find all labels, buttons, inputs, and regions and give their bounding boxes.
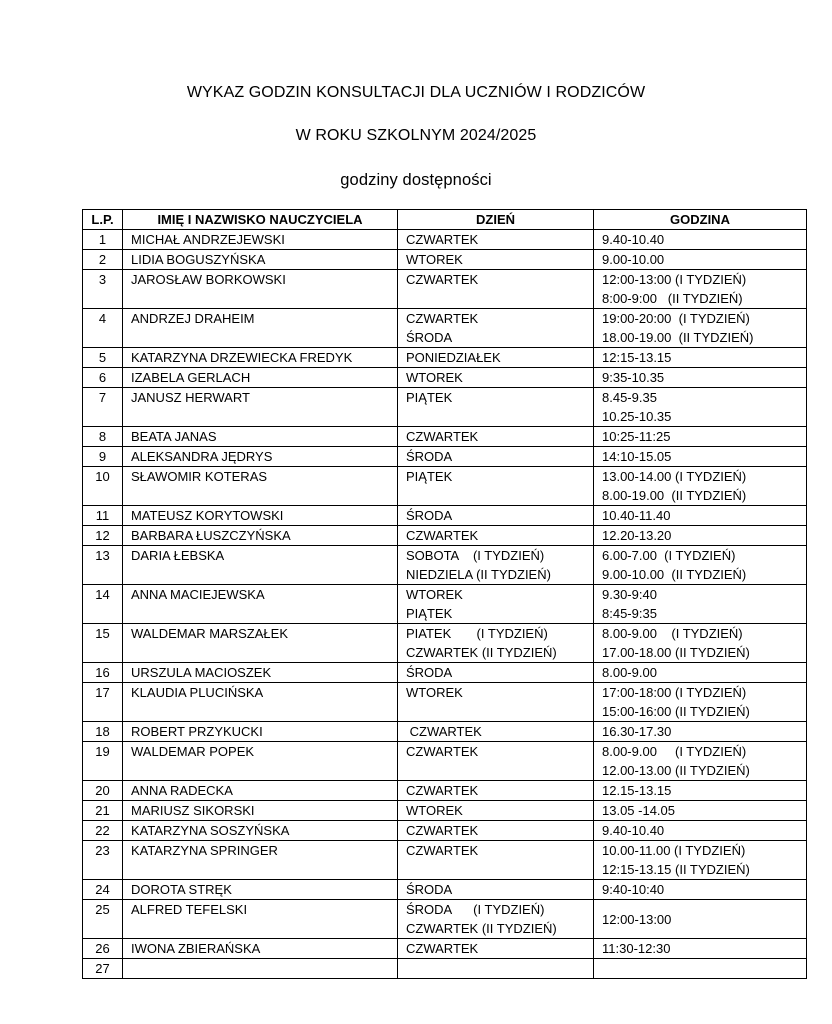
hours-line: 9.00-10.00	[602, 252, 665, 267]
school-year-subtitle: W ROKU SZKOLNYM 2024/2025	[295, 127, 537, 144]
consultation-day	[398, 447, 594, 467]
hours-line: 16.30-17.30	[602, 724, 672, 739]
row-number: 18	[83, 722, 123, 742]
table-row	[83, 900, 807, 939]
day-line: CZWARTEK	[406, 783, 479, 798]
hours-line	[602, 959, 806, 978]
table-row	[83, 781, 807, 801]
hours-line: 10.00-11.00 (I TYDZIEŃ)	[602, 843, 746, 858]
document-title: WYKAZ GODZIN KONSULTACJI DLA UCZNIÓW I RODZICÓW	[186, 84, 646, 101]
consultation-day	[398, 742, 594, 781]
table-row	[83, 506, 807, 526]
consultation-day	[398, 546, 594, 585]
teacher-name: WALDEMAR POPEK	[123, 742, 398, 781]
consultation-hours	[594, 467, 807, 506]
teacher-name: MICHAŁ ANDRZEJEWSKI	[123, 230, 398, 250]
consultation-hours	[594, 447, 807, 467]
consultation-hours	[594, 309, 807, 348]
consultation-hours	[594, 546, 807, 585]
hours-line: 19:00-20:00 (I TYDZIEŃ)	[602, 311, 750, 326]
row-number: 1	[83, 230, 123, 250]
consultation-hours	[594, 348, 807, 368]
consultation-day	[398, 801, 594, 821]
table-row	[83, 546, 807, 585]
column-header-hours: GODZINA	[594, 210, 807, 230]
day-line: CZWARTEK	[406, 232, 479, 247]
consultation-hours	[594, 250, 807, 270]
row-number: 19	[83, 742, 123, 781]
teacher-name: BEATA JANAS	[123, 427, 398, 447]
teacher-name: JANUSZ HERWART	[123, 388, 398, 427]
table-row	[83, 939, 807, 959]
consultation-hours	[594, 683, 807, 722]
day-line: WTOREK	[406, 370, 463, 385]
hours-line: 12.15-13.15	[602, 783, 672, 798]
consultation-day	[398, 230, 594, 250]
consultation-day	[398, 841, 594, 880]
consultation-hours	[594, 742, 807, 781]
hours-line: 8.00-9.00	[602, 665, 657, 680]
consultation-hours	[594, 526, 807, 546]
table-row	[83, 447, 807, 467]
day-line: NIEDZIELA (II TYDZIEŃ)	[406, 567, 551, 582]
consultation-hours	[594, 722, 807, 742]
teacher-name: BARBARA ŁUSZCZYŃSKA	[123, 526, 398, 546]
day-line: CZWARTEK	[406, 843, 479, 858]
day-line: ŚRODA	[406, 882, 453, 897]
day-line: PONIEDZIAŁEK	[406, 350, 501, 365]
day-line: WTOREK	[406, 803, 463, 818]
hours-line: 8:00-9:00 (II TYDZIEŃ)	[602, 291, 743, 306]
consultation-day	[398, 467, 594, 506]
consultation-day	[398, 624, 594, 663]
day-line: CZWARTEK	[406, 823, 479, 838]
hours-line: 8.00-19.00 (II TYDZIEŃ)	[602, 488, 747, 503]
consultation-day	[398, 250, 594, 270]
consultation-hours	[594, 506, 807, 526]
hours-line: 15:00-16:00 (II TYDZIEŃ)	[602, 704, 750, 719]
table-row	[83, 880, 807, 900]
consultation-day	[398, 526, 594, 546]
hours-line: 8.00-9.00 (I TYDZIEŃ)	[602, 626, 743, 641]
teacher-name: URSZULA MACIOSZEK	[123, 663, 398, 683]
hours-line: 10.25-10.35	[602, 409, 672, 424]
teacher-name: WALDEMAR MARSZAŁEK	[123, 624, 398, 663]
teacher-name: ANNA MACIEJEWSKA	[123, 585, 398, 624]
row-number: 22	[83, 821, 123, 841]
hours-line: 9.00-10.00 (II TYDZIEŃ)	[602, 567, 747, 582]
hours-line: 12:15-13.15	[602, 350, 672, 365]
column-header-teacher: IMIĘ I NAZWISKO NAUCZYCIELA	[123, 210, 398, 230]
hours-line: 9:40-10:40	[602, 882, 665, 897]
teacher-name: SŁAWOMIR KOTERAS	[123, 467, 398, 506]
table-row	[83, 624, 807, 663]
table-row	[83, 821, 807, 841]
day-line: CZWARTEK (II TYDZIEŃ)	[406, 645, 557, 660]
row-number: 23	[83, 841, 123, 880]
row-number: 27	[83, 959, 123, 979]
day-line: ŚRODA	[406, 665, 453, 680]
teacher-name: LIDIA BOGUSZYŃSKA	[123, 250, 398, 270]
consultation-hours	[594, 427, 807, 447]
row-number: 8	[83, 427, 123, 447]
teacher-name: MATEUSZ KORYTOWSKI	[123, 506, 398, 526]
consultation-hours	[594, 781, 807, 801]
consultation-day	[398, 939, 594, 959]
teacher-name: KATARZYNA SOSZYŃSKA	[123, 821, 398, 841]
day-line: CZWARTEK	[406, 941, 479, 956]
row-number: 3	[83, 270, 123, 309]
hours-line: 12:15-13.15 (II TYDZIEŃ)	[602, 862, 750, 877]
hours-line: 8.45-9.35	[602, 390, 657, 405]
availability-subtitle: godziny dostępności	[340, 171, 492, 189]
teacher-name: ANNA RADECKA	[123, 781, 398, 801]
day-line: CZWARTEK (II TYDZIEŃ)	[406, 921, 557, 936]
table-row	[83, 309, 807, 348]
table-row	[83, 683, 807, 722]
day-line: CZWARTEK	[406, 528, 479, 543]
table-row	[83, 585, 807, 624]
hours-line: 18.00-19.00 (II TYDZIEŃ)	[602, 330, 754, 345]
row-number: 24	[83, 880, 123, 900]
table-row	[83, 841, 807, 880]
teacher-name: DARIA ŁEBSKA	[123, 546, 398, 585]
consultation-day	[398, 722, 594, 742]
consultation-hours	[594, 841, 807, 880]
teacher-name: KATARZYNA DRZEWIECKA FREDYK	[123, 348, 398, 368]
day-line: CZWARTEK	[406, 272, 479, 287]
table-row	[83, 270, 807, 309]
consultation-day	[398, 663, 594, 683]
consultation-day	[398, 427, 594, 447]
row-number: 16	[83, 663, 123, 683]
teacher-name: KATARZYNA SPRINGER	[123, 841, 398, 880]
day-line: PIĄTEK	[406, 469, 453, 484]
hours-line: 17.00-18.00 (II TYDZIEŃ)	[602, 645, 750, 660]
consultation-hours	[594, 663, 807, 683]
consultation-day	[398, 683, 594, 722]
day-line: CZWARTEK	[406, 724, 482, 739]
day-line: ŚRODA	[406, 508, 453, 523]
consultation-hours	[594, 585, 807, 624]
consultation-day	[398, 388, 594, 427]
consultation-hours	[594, 939, 807, 959]
row-number: 15	[83, 624, 123, 663]
table-row	[83, 250, 807, 270]
hours-line: 10:25-11:25	[602, 429, 671, 444]
table-row	[83, 722, 807, 742]
day-line: CZWARTEK	[406, 311, 479, 326]
day-line: WTOREK	[406, 587, 463, 602]
hours-line: 12:00-13:00 (I TYDZIEŃ)	[602, 272, 747, 287]
consultation-day	[398, 585, 594, 624]
consultation-day	[398, 309, 594, 348]
table-body	[83, 230, 807, 979]
consultation-day	[398, 348, 594, 368]
hours-line: 12:00-13:00	[602, 911, 672, 927]
consultation-day	[398, 270, 594, 309]
row-number: 14	[83, 585, 123, 624]
hours-line: 9:35-10.35	[602, 370, 665, 385]
consultation-day	[398, 781, 594, 801]
column-header-day: DZIEŃ	[398, 210, 594, 230]
table-header-row	[83, 210, 807, 230]
consultation-day	[398, 368, 594, 388]
day-line	[406, 959, 593, 978]
row-number: 17	[83, 683, 123, 722]
consultation-hours	[594, 821, 807, 841]
day-line: CZWARTEK	[406, 744, 479, 759]
day-line: PIĄTEK	[406, 390, 453, 405]
day-line: ŚRODA	[406, 449, 453, 464]
row-number: 5	[83, 348, 123, 368]
row-number: 11	[83, 506, 123, 526]
table-row	[83, 467, 807, 506]
consultation-hours	[594, 900, 807, 939]
hours-line: 8.00-9.00 (I TYDZIEŃ)	[602, 744, 747, 759]
hours-line: 9.30-9:40	[602, 587, 657, 602]
hours-line: 6.00-7.00 (I TYDZIEŃ)	[602, 548, 736, 563]
row-number: 6	[83, 368, 123, 388]
row-number: 20	[83, 781, 123, 801]
teacher-name: IWONA ZBIERAŃSKA	[123, 939, 398, 959]
table-row	[83, 230, 807, 250]
table-row	[83, 427, 807, 447]
consultation-hours	[594, 959, 807, 979]
table-row	[83, 388, 807, 427]
day-line: ŚRODA	[406, 330, 453, 345]
teacher-name: DOROTA STRĘK	[123, 880, 398, 900]
column-header-lp: L.P.	[83, 210, 123, 230]
consultation-hours	[594, 368, 807, 388]
row-number: 2	[83, 250, 123, 270]
day-line: ŚRODA (I TYDZIEŃ)	[406, 902, 545, 917]
table-row	[83, 348, 807, 368]
consultation-day	[398, 821, 594, 841]
hours-line: 9.40-10.40	[602, 232, 665, 247]
teacher-name: ALEKSANDRA JĘDRYS	[123, 447, 398, 467]
hours-line: 13.05 -14.05	[602, 803, 676, 818]
teacher-name	[123, 959, 398, 979]
consultation-hours	[594, 880, 807, 900]
hours-line: 10.40-11.40	[602, 508, 671, 523]
teacher-name: JAROSŁAW BORKOWSKI	[123, 270, 398, 309]
day-line: PIĄTEK	[406, 606, 453, 621]
consultation-hours	[594, 624, 807, 663]
hours-line: 8:45-9:35	[602, 606, 657, 621]
teacher-name: ROBERT PRZYKUCKI	[123, 722, 398, 742]
row-number: 10	[83, 467, 123, 506]
table-row	[83, 742, 807, 781]
consultation-hours	[594, 230, 807, 250]
consultation-hours-table	[82, 209, 807, 979]
consultation-day	[398, 880, 594, 900]
hours-line: 11:30-12:30	[602, 941, 671, 956]
hours-line: 17:00-18:00 (I TYDZIEŃ)	[602, 685, 747, 700]
day-line: WTOREK	[406, 685, 463, 700]
hours-line: 12.00-13.00 (II TYDZIEŃ)	[602, 763, 750, 778]
teacher-name: ALFRED TEFELSKI	[123, 900, 398, 939]
teacher-name: KLAUDIA PLUCIŃSKA	[123, 683, 398, 722]
consultation-day	[398, 959, 594, 979]
row-number: 7	[83, 388, 123, 427]
consultation-day	[398, 900, 594, 939]
teacher-name: ANDRZEJ DRAHEIM	[123, 309, 398, 348]
consultation-hours	[594, 801, 807, 821]
day-line: CZWARTEK	[406, 429, 479, 444]
consultation-day	[398, 506, 594, 526]
hours-line: 14:10-15.05	[602, 449, 672, 464]
row-number: 4	[83, 309, 123, 348]
table-row	[83, 663, 807, 683]
hours-line: 13.00-14.00 (I TYDZIEŃ)	[602, 469, 747, 484]
table-row	[83, 959, 807, 979]
teacher-name: IZABELA GERLACH	[123, 368, 398, 388]
row-number: 25	[83, 900, 123, 939]
hours-line: 12.20-13.20	[602, 528, 672, 543]
day-line: SOBOTA (I TYDZIEŃ)	[406, 548, 545, 563]
consultation-hours	[594, 270, 807, 309]
consultation-hours	[594, 388, 807, 427]
table-row	[83, 526, 807, 546]
teacher-name: MARIUSZ SIKORSKI	[123, 801, 398, 821]
row-number: 12	[83, 526, 123, 546]
table-row	[83, 801, 807, 821]
row-number: 9	[83, 447, 123, 467]
row-number: 13	[83, 546, 123, 585]
day-line: PIATEK (I TYDZIEŃ)	[406, 626, 548, 641]
table-row	[83, 368, 807, 388]
row-number: 21	[83, 801, 123, 821]
day-line: WTOREK	[406, 252, 463, 267]
hours-line: 9.40-10.40	[602, 823, 665, 838]
row-number: 26	[83, 939, 123, 959]
